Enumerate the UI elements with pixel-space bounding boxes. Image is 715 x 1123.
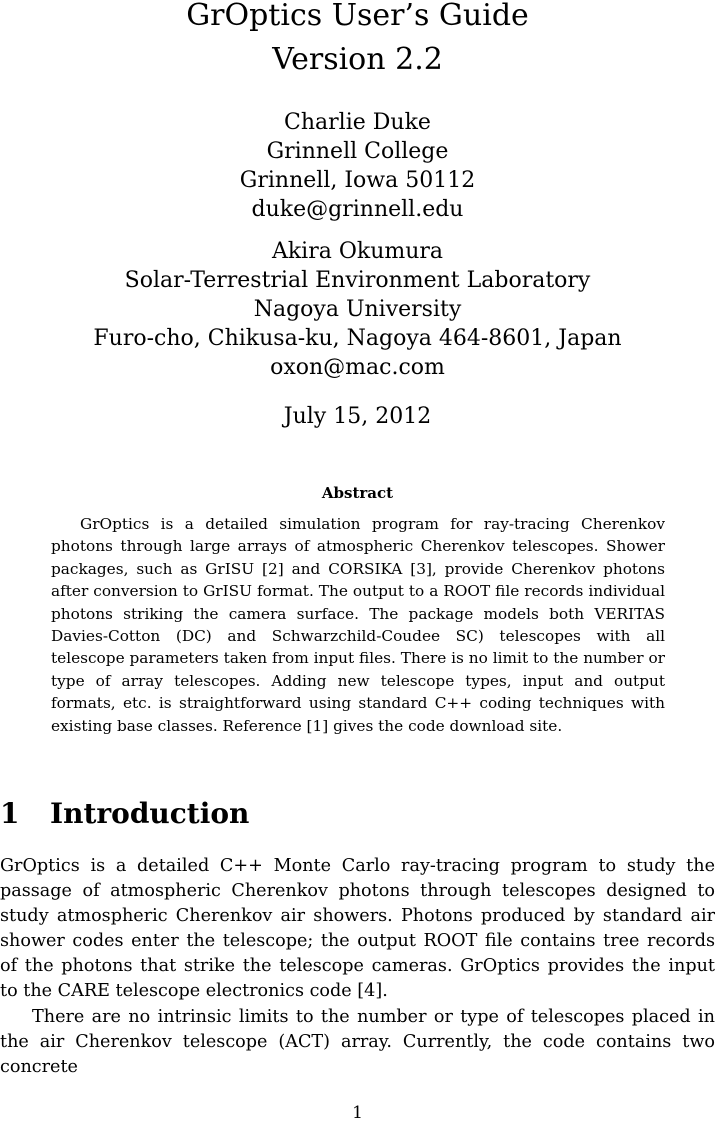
author-block-2: [0, 237, 715, 382]
author-affiliation: Nagoya University: [253, 297, 462, 322]
author-address: Grinnell, Iowa 50112: [239, 168, 476, 193]
abstract-heading: Abstract: [321, 484, 394, 502]
document-version: Version 2.2: [272, 42, 443, 77]
intro-paragraph-2: There are no intrinsic limits to the number or type of telescopes placed in the air Cherenkov telescope (ACT) array. Currently, the code contains two concrete: [0, 1007, 715, 1077]
section-number: 1: [0, 797, 20, 830]
document-date: July 15, 2012: [283, 404, 432, 429]
intro-paragraph-1: GrOptics is a detailed C++ Monte Carlo ray-tracing program to study the passage of atmospheric Cherenkov photons through telescopes designed to study atmospheric Cherenkov air showers. Photons produced by standard air shower codes enter the telescope; the output ROOT file contains tree records of the photons that strike the telescope cameras. GrOptics provides the input to the CARE telescope electronics code [4].: [0, 856, 715, 1001]
author-name: Charlie Duke: [284, 110, 431, 135]
section-heading: [0, 797, 249, 830]
document-title: GrOptics User’s Guide: [186, 0, 529, 33]
page-number: 1: [352, 1103, 363, 1123]
author-name: Akira Okumura: [271, 239, 444, 264]
title-block: [0, 0, 715, 82]
section-title: Introduction: [50, 797, 250, 830]
author-affiliation: Grinnell College: [266, 139, 449, 164]
author-address: Furo-cho, Chikusa-ku, Nagoya 464-8601, Japan: [93, 326, 622, 351]
author-email: oxon@mac.com: [270, 355, 445, 380]
author-block-1: [0, 108, 715, 224]
abstract-text: GrOptics is a detailed simulation program for ray-tracing Cherenkov photons through large arrays of atmospheric Cherenkov telescopes. Shower packages, such as GrISU [2] and CORSIKA [3], provide Cherenkov photons after conversion to GrISU format. The output to a ROOT file records individual photons striking the camera surface. The package models both VERITAS Davies-Cotton (DC) and Schwarzchild-Coudee SC) telescopes with all telescope parameters taken from input files. There is no limit to the number or type of array telescopes. Adding new telescope types, input and output formats, etc. is straightforward using standard C++ coding techniques with existing base classes. Reference [1] gives the code download site.: [51, 515, 665, 735]
author-department: Solar-Terrestrial Environment Laboratory: [124, 268, 591, 293]
author-email: duke@grinnell.edu: [251, 197, 464, 222]
